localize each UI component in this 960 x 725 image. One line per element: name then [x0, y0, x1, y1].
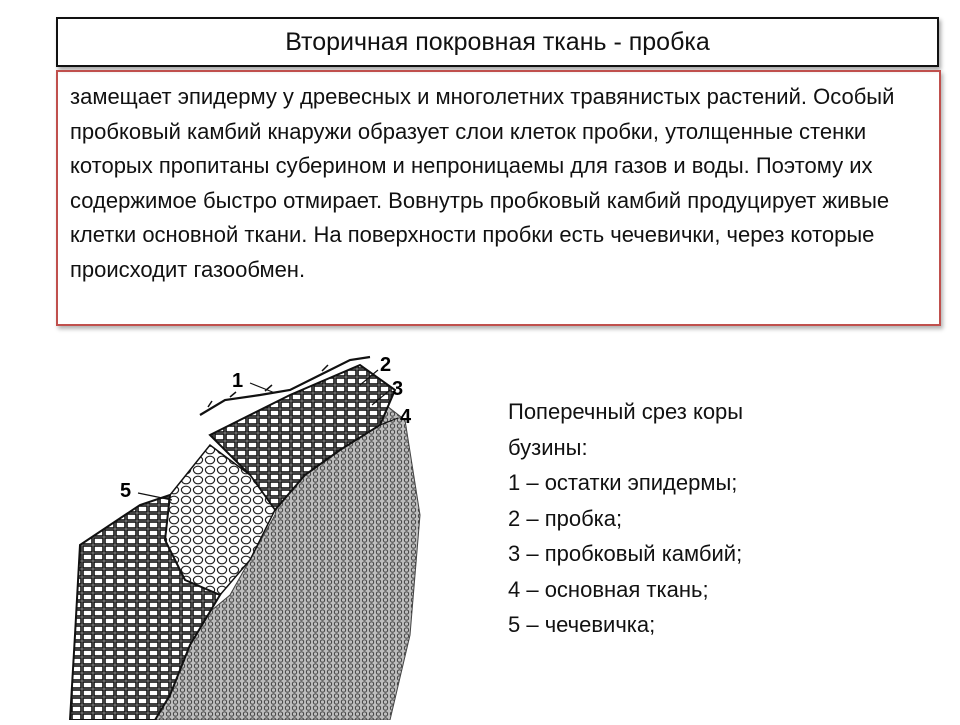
legend-item: 4 – основная ткань; — [508, 576, 709, 602]
bark-cross-section-figure — [60, 345, 440, 720]
legend-item: 5 – чечевичка; — [508, 612, 656, 637]
leader-line-1 — [250, 383, 275, 393]
figure-label-5: 5 — [120, 480, 132, 502]
figure-label-2: 2 — [380, 354, 392, 376]
figure-label-4: 4 — [400, 406, 412, 428]
figure-label-3: 3 — [392, 378, 404, 400]
figure-label-1: 1 — [232, 370, 244, 392]
legend-heading-line2: бузины: — [508, 434, 588, 460]
bark-cross-section-drawing — [60, 345, 440, 720]
legend-item: 3 – пробковый камбий; — [508, 541, 743, 566]
legend-item: 1 – остатки эпидермы; — [508, 470, 738, 495]
figure-legend — [508, 394, 888, 643]
slide-title: Вторичная покровная ткань - пробка — [56, 17, 939, 67]
description-text: замещает эпидерму у древесных и многолетних травянистых растений. Особый пробковый камбий кнаружи образует слои клеток пробки, утолщенные стенки которых пропитаны суберином и непроницаемы для газов и воды. Поэтому их содержимое быстро отмирает. Вовнутрь пробковый камбий продуцирует живые клетки основной ткани. На поверхности пробки есть чечевички, через которые происходит газообмен. — [56, 70, 941, 326]
legend-item: 2 – пробка; — [508, 505, 623, 531]
legend-heading-line1: Поперечный срез коры — [508, 399, 744, 424]
